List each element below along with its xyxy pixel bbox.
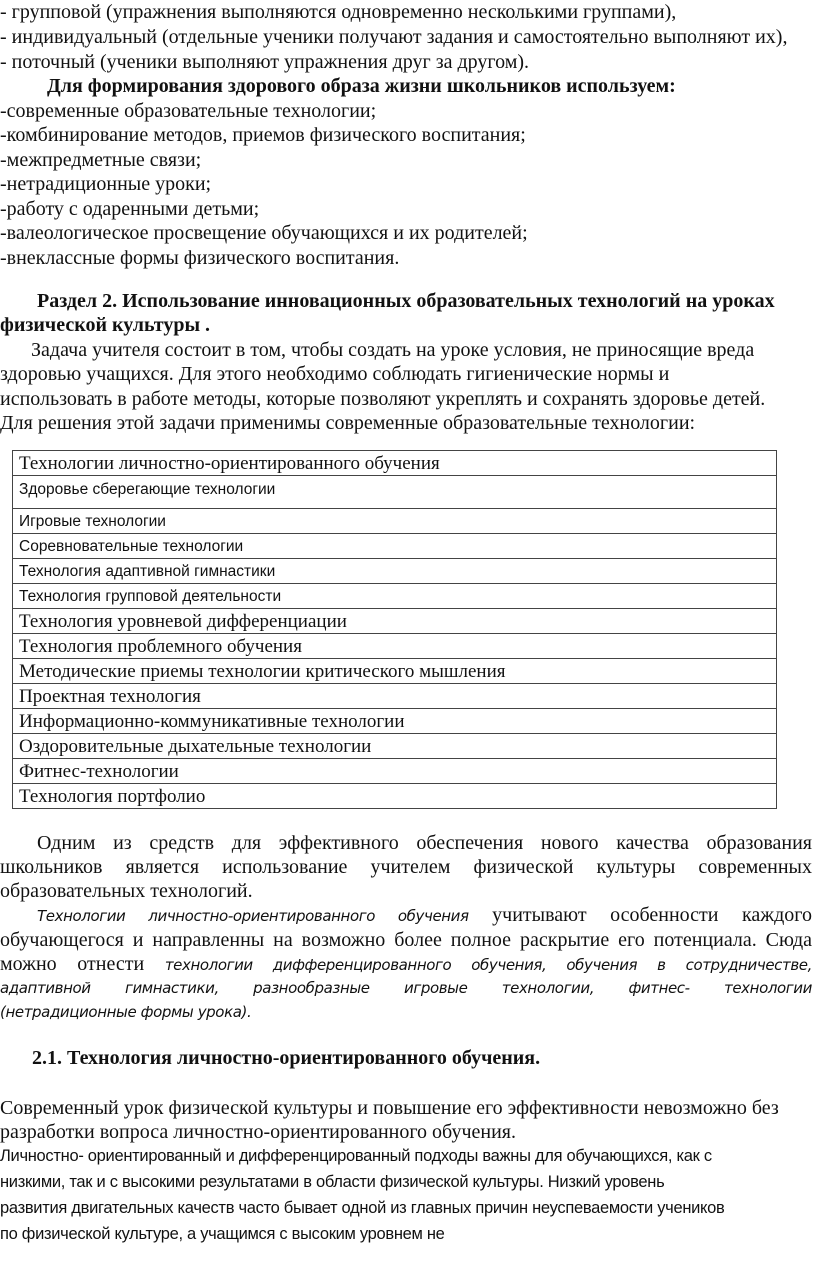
section2-para-line: использовать в работе методы, которые позволяют укреплять и сохранять здоровье детей. (0, 388, 766, 410)
section2-para-line: здоровью учащихся. Для этого необходимо соблюдать гигиенические нормы и (0, 363, 670, 385)
table-row: Технологии личностно-ориентированного обучения (13, 451, 777, 476)
sans-para-line: развития двигательных качеств часто бывает одной из главных причин неуспеваемости учеников (0, 1199, 725, 1217)
modern-para-line: Современный урок физической культуры и повышение его эффективности невозможно без (0, 1097, 779, 1119)
personal-para-line: адаптивной гимнастики, разнообразные игровые технологии, фитнес- технологии (0, 979, 812, 997)
healthy-item: -валеологическое просвещение обучающихся и их родителей; (0, 222, 528, 244)
table-row: Технология групповой деятельности (13, 584, 777, 609)
section21-heading: 2.1. Технология личностно-ориентированного обучения. (32, 1047, 541, 1069)
healthy-item: -комбинирование методов, приемов физического воспитания; (0, 124, 526, 146)
healthy-item: -нетрадиционные уроки; (0, 173, 212, 195)
text: можно отнести (0, 953, 145, 975)
table-row: Технология портфолио (13, 784, 777, 809)
italic-term: Технологии личностно-ориентированного обучения (37, 907, 469, 925)
personal-para-line (0, 952, 812, 977)
healthy-heading: Для формирования здорового образа жизни школьников используем: (47, 75, 676, 97)
healthy-item: -межпредметные связи; (0, 149, 202, 171)
sans-para-line: по физической культуре, а учащимся с высоким уровнем не (0, 1225, 445, 1243)
healthy-item: -внеклассные формы физического воспитания. (0, 247, 400, 269)
healthy-item: -современные образовательные технологии; (0, 100, 377, 122)
table-row: Проектная технология (13, 684, 777, 709)
section2-heading: Раздел 2. Использование инновационных образовательных технологий на уроках (37, 290, 775, 312)
table-row: Методические приемы технологии критического мышления (13, 659, 777, 684)
sans-para-line: Личностно- ориентированный и дифференцированный подходы важны для обучающихся, как с (0, 1147, 712, 1165)
personal-para-line: (нетрадиционные формы урока). (0, 1003, 252, 1021)
text: учитывают особенности каждого (492, 904, 812, 926)
table-row: Фитнес-технологии (13, 759, 777, 784)
sans-para-line: низкими, так и с высокими результатами в области физической культуры. Низкий уровень (0, 1173, 665, 1191)
means-para-line: Одним из средств для эффективного обеспечения нового качества образования (37, 832, 812, 854)
healthy-item: -работу с одаренными детьми; (0, 198, 260, 220)
means-para-line: школьников является использование учителем физической культуры современных (0, 856, 812, 878)
personal-para-line: обучающегося и направленны на возможно более полное раскрытие его потенциала. Сюда (0, 929, 812, 951)
section2-para-line: Для решения этой задачи применимы современные образовательные технологии: (0, 412, 696, 434)
personal-para-line (37, 903, 812, 928)
section2-heading: физической культуры . (0, 314, 211, 336)
table-row: Оздоровительные дыхательные технологии (13, 734, 777, 759)
modern-para-line: разработки вопроса личностно-ориентированного обучения. (0, 1121, 517, 1143)
table-row: Технология адаптивной гимнастики (13, 559, 777, 584)
intro-line: - поточный (ученики выполняют упражнения друг за другом). (0, 51, 530, 73)
section2-para-line: Задача учителя состоит в том, чтобы создать на уроке условия, не приносящие вреда (31, 339, 755, 361)
intro-line: - групповой (упражнения выполняются одновременно несколькими группами), (0, 1, 677, 23)
table-row: Технология проблемного обучения (13, 634, 777, 659)
table-row: Здоровье сберегающие технологии (13, 476, 777, 509)
table-row: Соревновательные технологии (13, 534, 777, 559)
technologies-table (12, 450, 777, 809)
italic-term: технологии дифференцированного обучения, обучения в сотрудничестве, (164, 956, 812, 974)
table-row: Технология уровневой дифференциации (13, 609, 777, 634)
means-para-line: образовательных технологий. (0, 880, 253, 902)
table-row: Игровые технологии (13, 509, 777, 534)
intro-line: - индивидуальный (отдельные ученики получают задания и самостоятельно выполняют их), (0, 26, 788, 48)
table-row: Информационно-коммуникативные технологии (13, 709, 777, 734)
